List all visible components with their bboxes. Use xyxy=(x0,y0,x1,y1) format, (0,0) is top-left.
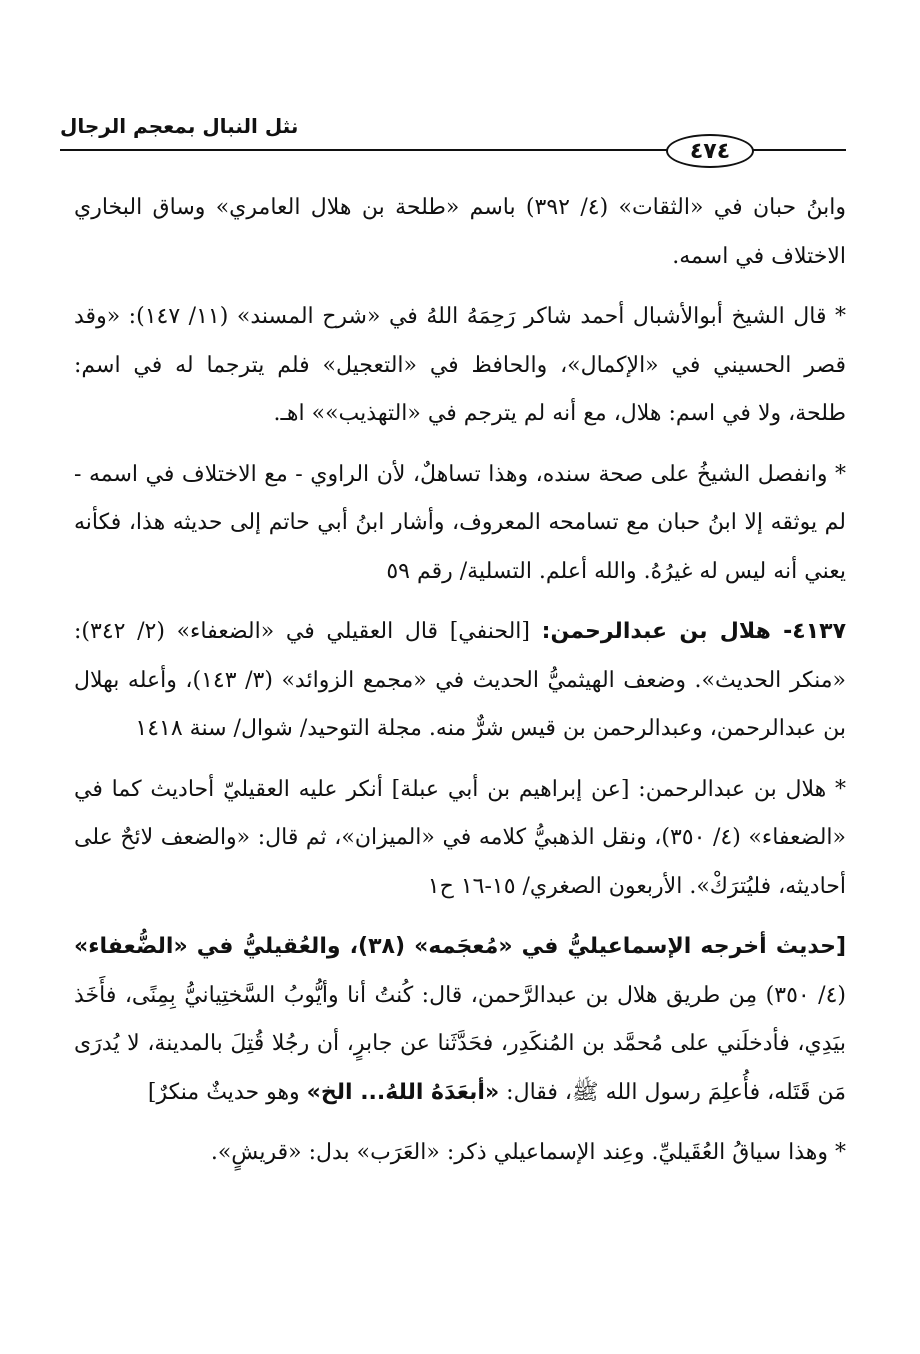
paragraph-ibrahim-note: * هلال بن عبدالرحمن: [عن إبراهيم بن أبي عبلة] أنكر عليه العقيليّ أحاديث كما في «الضعفاء» (٤/ ٣٥٠)، ونقل الذهبيُّ كلامه في «الميزان»، ثم قال: «والضعف لائحٌ على أحاديثه، فليُترَكْ». الأربعون الصغري/ ١٥-١٦ ح١ xyxy=(74,776,847,899)
hadith-quote-bold: «أبعَدَهُ اللهُ... الخ» xyxy=(306,1079,500,1105)
page-body xyxy=(74,184,846,1190)
entry-text: [الحنفي] قال العقيلي في «الضعفاء» (٢/ ٣٤٢): «منكر الحديث». وضعف الهيثميُّ الحديث في «مجمع الزوائد» (٣/ ١٤٣)، وأعله بهلال بن عبدالرحمن، وعبدالرحمن بن قيس شرٌّ منه. مجلة التوحيد/ شوال/ سنة ١٤١٨ xyxy=(74,619,847,741)
hadith-source-bold: [حديث أخرجه الإسماعيليُّ في «مُعجَمه» (٣٨)، والعُقيليُّ في «الضُّعفاء» xyxy=(74,934,847,959)
page-number: ٤٧٤ xyxy=(666,134,754,168)
paragraph-sanad-note: * وانفصل الشيخُ على صحة سنده، وهذا تساهلٌ، لأن الراوي - مع الاختلاف في اسمه - لم يوثقه إلا ابنُ حبان مع تسامحه المعروف، وأشار ابنُ أبي حاتم إلى حديثه هذا، فكأنه يعني أنه ليس له غيرُهُ. والله أعلم. التسلية/ رقم ٥٩ xyxy=(74,461,846,584)
hadith-tail: وهو حديثٌ منكرٌ] xyxy=(147,1079,307,1105)
entry-heading: ٤١٣٧- هلال بن عبدالرحمن: xyxy=(541,619,847,644)
entry-4137 xyxy=(74,608,846,754)
paragraph-ibn-hibban: وابنُ حبان في «الثقات» (٤/ ٣٩٢) باسم «طلحة بن هلال العامري» وساق البخاري الاختلاف في اسمه. xyxy=(74,195,847,269)
paragraph-final-note: * وهذا سياقُ العُقَيليِّ. وعِند الإسماعيلي ذكر: «العَرَب» بدل: «قريشٍ». xyxy=(210,1140,846,1165)
paragraph-hadith xyxy=(74,923,846,1117)
book-title: نثل النبال بمعجم الرجال xyxy=(60,114,299,138)
hadith-text: (٤/ ٣٥٠) مِن طريق هلال بن عبدالرَّحمن، قال: كُنتُ أنا وأيُّوبُ السَّختِيانيُّ بِمِنًى، فأَخَذ بيَدِي، فأدخلَني على مُحمَّد بن المُنكَدِر، فحَدَّثَنا عن جابرٍ، أن رجُلا قُتِلَ بالمدينة، لا يُدرَى مَن قَتَله، فأُعلِمَ رسول الله ﷺ، فقال: xyxy=(74,982,847,1105)
paragraph-shakir-note: * قال الشيخ أبوالأشبال أحمد شاكر رَحِمَهُ اللهُ في «شرح المسند» (١١/ ١٤٧): «وقد قصر الحسيني في «الإكمال»، والحافظ في «التعجيل» فلم يترجما له في اسم: طلحة، ولا في اسم: هلال، مع أنه لم يترجم في «التهذيب»» اهـ. xyxy=(74,304,847,426)
page-header xyxy=(60,96,846,166)
